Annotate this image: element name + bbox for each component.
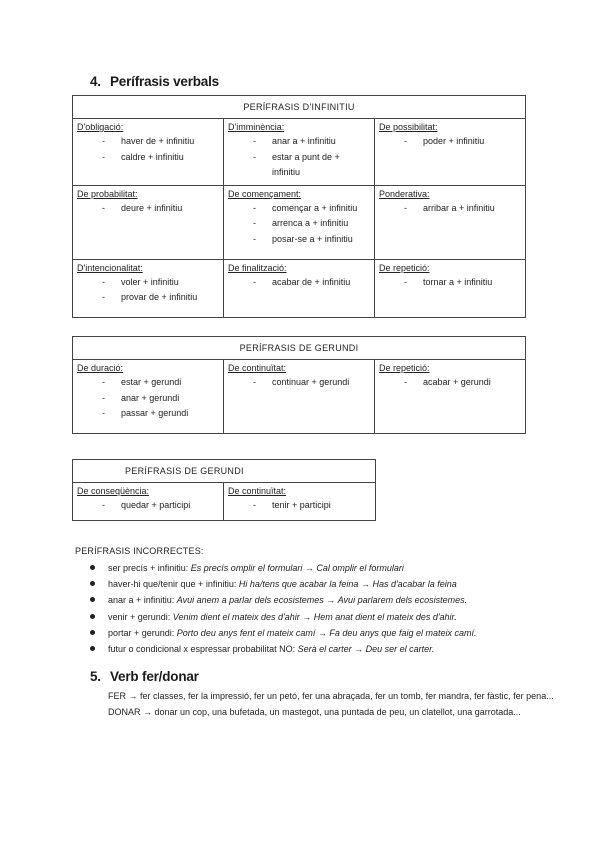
list-item: - començar a + infinitiu	[228, 201, 370, 217]
cell-repeticio	[375, 259, 526, 317]
category-title: De possibilitat:	[379, 122, 438, 132]
item-lead: anar a + infinitiu:	[108, 595, 177, 606]
item-example: Porto deu anys fent el mateix camí	[176, 627, 316, 638]
table-gerundi-header: PERÍFRASIS DE GERUNDI	[73, 337, 526, 360]
list-item: - estar + gerundi	[77, 375, 219, 391]
category-title: De repetició:	[379, 262, 430, 273]
arrow-icon: →	[323, 595, 338, 606]
arrow-icon: →	[315, 627, 330, 638]
bullet-icon	[90, 597, 95, 602]
list-item	[90, 625, 560, 641]
item-example: Hi ha/tens que acabar la feina	[238, 579, 359, 590]
bullet-icon	[90, 646, 95, 651]
bullet-icon	[90, 565, 95, 570]
list-item: - caldre + infinitiu	[77, 150, 219, 166]
list-item: - voler + infinitiu	[77, 275, 219, 291]
category-title: D'intencionalitat:	[77, 262, 143, 273]
list-item: - arrenca a + infinitiu	[228, 216, 370, 232]
item-fix: Avui parlarem dels ecosistemes.	[337, 595, 468, 606]
list-item: - haver de + infinitiu	[77, 134, 219, 150]
category-title: De conseqüència:	[77, 486, 150, 496]
cell-finalitzacio	[224, 259, 375, 317]
arrow-icon: →	[358, 579, 373, 590]
table-infinitiu-header: PERÍFRASIS D'INFINITIU	[73, 96, 526, 119]
list-item: - passar + gerundi	[77, 406, 219, 422]
item-lead: futur o condicional x espressar probabilitat NO:	[108, 644, 298, 655]
list-item: - acabar de + infinitiu	[228, 275, 370, 291]
item-fix: Deu ser el carter.	[365, 644, 435, 655]
list-item	[90, 641, 560, 657]
category-title: De repetició:	[379, 363, 430, 373]
list-item: - tornar a + infinitiu	[379, 275, 521, 291]
list-item	[90, 592, 560, 608]
section-5-number: 5.	[90, 669, 101, 684]
bullet-icon	[90, 581, 95, 586]
cell-continuitat-participi	[224, 483, 376, 521]
item-fix: Hem anat dient el mateix des d'ahir.	[313, 611, 457, 622]
cell-ponderativa	[375, 185, 526, 259]
section-4-number: 4.	[90, 74, 101, 89]
list-item	[90, 560, 560, 576]
category-title: De començament:	[228, 188, 302, 199]
fer-line: FER → fer classes, fer la impressió, fer un petó, fer una abraçada, fer un tomb, fer mandra, fer fàstic, fer pena...	[108, 691, 554, 701]
item-fix: Cal omplir el formulari	[316, 563, 404, 573]
list-item: - deure + infinitiu	[77, 201, 219, 217]
list-item: - posar-se a + infinitiu	[228, 232, 370, 248]
item-lead: portar + gerundi:	[108, 627, 177, 638]
cell-probabilitat	[73, 185, 224, 259]
table-gerundi	[72, 336, 526, 434]
item-example: Es precís omplir el formulari	[190, 563, 303, 573]
list-item: - arribar a + infinitiu	[379, 201, 521, 217]
cell-comencament	[224, 185, 375, 259]
item-example: Serà el carter	[297, 644, 352, 655]
cell-obligacio	[73, 119, 224, 186]
cell-continuitat	[224, 360, 375, 434]
category-title: De probabilitat:	[77, 188, 138, 199]
arrow-icon: →	[299, 611, 314, 622]
arrow-icon: →	[302, 563, 317, 573]
table-infinitiu	[72, 95, 526, 318]
bullet-icon	[90, 614, 95, 619]
incorrectes-list	[90, 560, 560, 657]
item-example: Avui anem a parlar dels ecosistemes	[176, 595, 324, 606]
item-fix: Fa deu anys que faig el mateix camí.	[329, 627, 477, 638]
list-item	[90, 576, 560, 592]
table-participi	[72, 459, 376, 521]
bullet-icon	[90, 630, 95, 635]
table-participi-header: PERÍFRASIS DE GERUNDI	[73, 460, 376, 483]
list-item: - acabar + gerundi	[379, 375, 521, 391]
cell-imminencia	[224, 119, 375, 186]
item-lead: haver-hi que/tenir que + infinitiu:	[108, 579, 239, 590]
item-lead: ser precís + infinitiu:	[108, 563, 191, 573]
donar-line: DONAR → donar un cop, una bufetada, un mastegot, una puntada de peu, un clatellot, una garrotada...	[108, 707, 521, 717]
category-title: D'imminència:	[228, 122, 285, 132]
cell-intencionalitat	[73, 259, 224, 317]
list-item: - quedar + participi	[77, 498, 219, 514]
list-item: - estar a punt de + infinitiu	[228, 150, 370, 181]
section-4-heading	[90, 74, 219, 89]
list-item: - continuar + gerundi	[228, 375, 370, 391]
section-4-title: Perífrasis verbals	[110, 74, 219, 89]
category-title: De continuïtat:	[228, 363, 287, 373]
list-item: - anar + gerundi	[77, 391, 219, 407]
cell-duracio	[73, 360, 224, 434]
category-title: De duració:	[77, 363, 124, 373]
item-example: Venim dient el mateix des d'ahir	[172, 611, 300, 622]
cell-possibilitat	[375, 119, 526, 186]
incorrectes-title: PERÍFRASIS INCORRECTES:	[75, 546, 204, 556]
category-title: D'obligació:	[77, 122, 124, 132]
section-5-title: Verb fer/donar	[110, 669, 199, 684]
list-item: - poder + infinitiu	[379, 134, 521, 150]
item-lead: venir + gerundi:	[108, 611, 173, 622]
list-item	[90, 609, 560, 625]
cell-consequencia	[73, 483, 224, 521]
list-item: - anar a + infinitiu	[228, 134, 370, 150]
cell-repeticio-gerundi	[375, 360, 526, 434]
category-title: De finalització:	[228, 262, 287, 273]
section-5-heading	[90, 669, 199, 684]
category-title: Ponderativa:	[379, 188, 430, 199]
list-item: - provar de + infinitiu	[77, 290, 219, 306]
category-title: De continuïtat:	[228, 486, 287, 496]
arrow-icon: →	[351, 644, 366, 655]
list-item: - tenir + participi	[228, 498, 371, 514]
item-fix: Has d'acabar la feina	[372, 579, 457, 590]
